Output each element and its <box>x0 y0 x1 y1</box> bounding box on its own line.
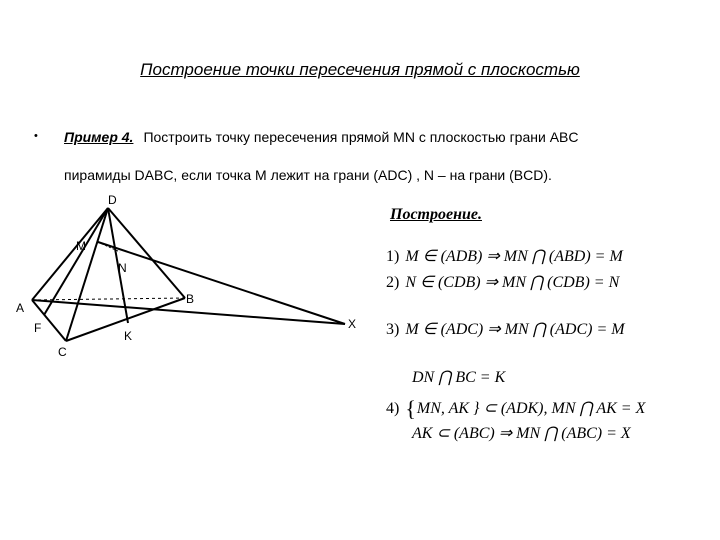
label-X: X <box>348 317 357 331</box>
edge-DA <box>32 208 108 300</box>
example-label: Пример 4. <box>64 129 134 145</box>
label-D: D <box>108 193 117 207</box>
label-C: C <box>58 345 67 359</box>
label-A: A <box>16 301 25 315</box>
label-K: K <box>124 329 133 343</box>
page-title: Построение точки пересечения прямой с плоскостью <box>140 60 580 79</box>
label-B: B <box>186 292 195 306</box>
line-MX <box>98 242 345 324</box>
label-M: M <box>76 239 86 253</box>
construction-header: Построение. <box>390 206 482 223</box>
step-4-pre: DN ⋂ BC = K <box>412 369 506 386</box>
edge-DB <box>108 208 185 298</box>
task-text-line1 <box>64 129 578 145</box>
task-text-line2: пирамиды DABC, если точка M лежит на грани (ADC) , N – на грани (BCD). <box>64 167 552 183</box>
step-3: 3) M ∈ (ADC) ⇒ MN ⋂ (ADC) = M <box>386 321 625 338</box>
step-4: 4) {MN, AK } ⊂ (ADK), MN ⋂ AK = X <box>386 396 646 421</box>
step-1: 1) M ∈ (ADB) ⇒ MN ⋂ (ABD) = M <box>386 248 623 265</box>
step-4-line2: AK ⊂ (ABC) ⇒ MN ⋂ (ABC) = X <box>412 425 631 442</box>
bullet: • <box>34 130 38 142</box>
edge-DC <box>66 208 108 341</box>
step-2: 2) N ∈ (CDB) ⇒ MN ⋂ (CDB) = N <box>386 274 620 291</box>
pyramid-figure <box>0 180 370 380</box>
task-text: Построить точку пересечения прямой MN с плоскостью грани ABC <box>143 129 579 145</box>
label-N: N <box>118 261 127 275</box>
label-F: F <box>34 321 42 335</box>
construction-panel <box>386 200 706 460</box>
